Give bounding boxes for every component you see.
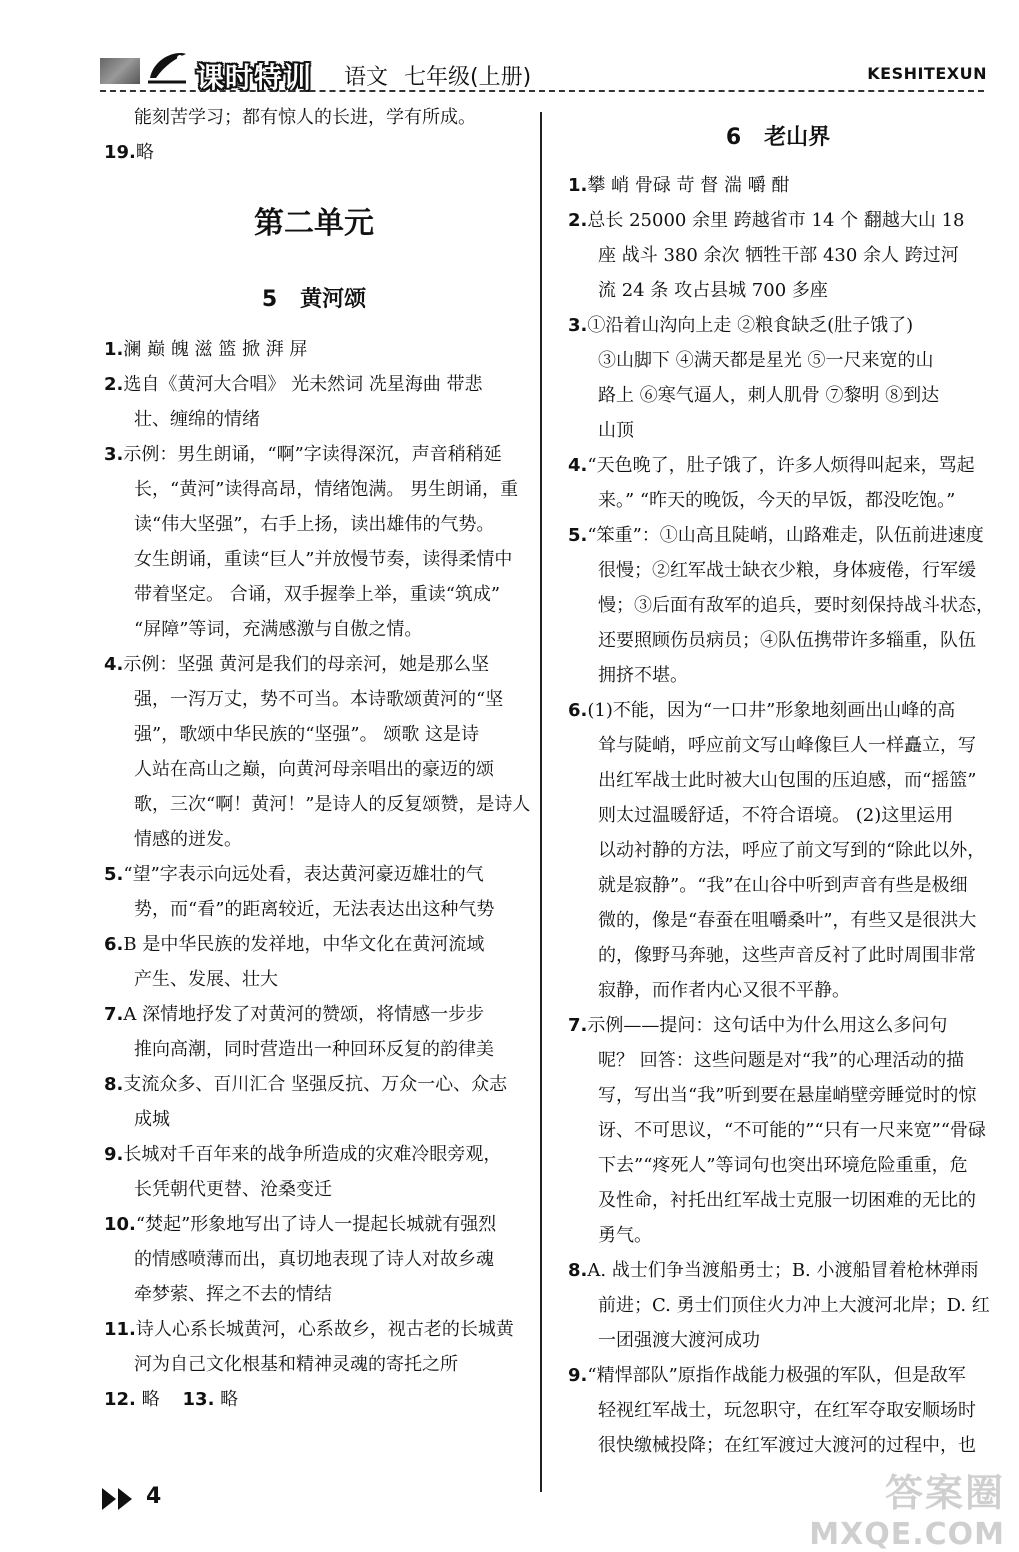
answer-item-continuation bbox=[568, 378, 988, 413]
item-number: 11. bbox=[104, 1319, 136, 1340]
item-number: 2. bbox=[568, 210, 588, 231]
item-text: 女生朗诵，重读“巨人”并放慢节奏，读得柔情中 bbox=[134, 549, 513, 570]
item-text: “天色晚了，肚子饿了，许多人烦得叫起来，骂起 bbox=[587, 455, 975, 476]
double-arrow-icon bbox=[100, 1484, 140, 1514]
item-text: A. 战士们争当渡船勇士；B. 小渡船冒着枪林弹雨 bbox=[587, 1260, 979, 1281]
item-text: 略 bbox=[220, 1389, 239, 1410]
answer-item-continuation bbox=[568, 553, 988, 588]
item-text: 慢；③后面有敌军的追兵，要时刻保持战斗状态， bbox=[598, 595, 994, 616]
item-number: 8. bbox=[568, 1260, 588, 1281]
answer-item bbox=[568, 518, 988, 553]
lesson-title: 黄河颂 bbox=[300, 287, 367, 312]
item-text: “屏障”等词，充满感激与自傲之情。 bbox=[134, 619, 423, 640]
answer-item-continuation bbox=[568, 413, 988, 448]
lesson-heading bbox=[568, 118, 988, 158]
item-text: 长城对千百年来的战争所造成的灾难冷眼旁观， bbox=[123, 1144, 502, 1165]
item-number: 12. bbox=[104, 1389, 136, 1410]
answer-item bbox=[104, 927, 524, 962]
answer-item bbox=[104, 1382, 524, 1417]
item-text: 牵梦萦、挥之不去的情结 bbox=[134, 1284, 332, 1305]
item-text: ③山脚下 ④满天都是星光 ⑤一尺来宽的山 bbox=[598, 350, 934, 371]
answer-item bbox=[104, 1137, 524, 1172]
item-text: (1)不能，因为“一口井”形象地刻画出山峰的高 bbox=[587, 700, 956, 721]
item-text: 寂静，而作者内心又很不平静。 bbox=[598, 980, 850, 1001]
answer-item bbox=[568, 203, 988, 238]
item-text: 略 bbox=[135, 142, 154, 163]
item-text: 就是寂静”。“我”在山谷中听到声音有些是极细 bbox=[598, 875, 968, 896]
answer-item bbox=[104, 857, 524, 892]
answer-item-continuation bbox=[568, 763, 988, 798]
item-text: 强，一泻万丈，势不可当。本诗歌颂黄河的“坚 bbox=[134, 689, 504, 710]
answer-item bbox=[104, 367, 524, 402]
answer-item-continuation bbox=[568, 1393, 988, 1428]
answer-item-continuation bbox=[104, 612, 524, 647]
answer-item-continuation bbox=[568, 1288, 988, 1323]
continued-text: 能刻苦学习；都有惊人的长进，学有所成。 bbox=[134, 107, 476, 128]
column-divider bbox=[540, 112, 542, 1492]
item-number: 1. bbox=[104, 339, 124, 360]
grade-label: 七年级(上册) bbox=[404, 65, 532, 90]
item-text: “笨重”：①山高且陡峭，山路难走，队伍前进速度 bbox=[587, 525, 984, 546]
item-text: 拥挤不堪。 bbox=[598, 665, 688, 686]
answer-item-continuation bbox=[568, 1043, 988, 1078]
item-text: 微的，像是“春蚕在咀嚼桑叶”，有些又是很洪大 bbox=[598, 910, 977, 931]
answer-item-continuation bbox=[568, 903, 988, 938]
item-text: 还要照顾伤员病员；④队伍携带许多辎重，队伍 bbox=[598, 630, 976, 651]
item-text: 势，而“看”的距离较近，无法表达出这种气势 bbox=[134, 899, 495, 920]
unit-title: 第二单元 bbox=[254, 206, 374, 241]
item-text: 示例：男生朗诵，“啊”字读得深沉，声音稍稍延 bbox=[123, 444, 502, 465]
item-text: 总长 25000 余里 跨越省市 14 个 翻越大山 18 bbox=[587, 210, 965, 231]
answer-item-continuation bbox=[568, 1323, 988, 1358]
right-column bbox=[568, 100, 994, 1463]
pen-logo-icon bbox=[146, 48, 190, 86]
answer-item-continuation bbox=[568, 658, 988, 693]
page-number: 4 bbox=[146, 1484, 162, 1509]
answer-item bbox=[568, 448, 988, 483]
item-text: 河为自己文化根基和精神灵魂的寄托之所 bbox=[134, 1354, 458, 1375]
answer-item-continuation bbox=[104, 542, 524, 577]
header-divider bbox=[100, 90, 984, 92]
answer-item-continuation bbox=[104, 682, 524, 717]
subject-label: 语文 bbox=[344, 65, 389, 90]
item-number: 6. bbox=[568, 700, 588, 721]
item-text: 座 战斗 380 余次 牺牲干部 430 余人 跨过河 bbox=[598, 245, 959, 266]
item-text: 示例：坚强 黄河是我们的母亲河，她是那么坚 bbox=[123, 654, 490, 675]
item-number: 6. bbox=[104, 934, 124, 955]
answer-item-continuation bbox=[568, 623, 988, 658]
lesson-heading bbox=[104, 280, 524, 320]
item-number: 13. bbox=[182, 1389, 215, 1410]
answer-item bbox=[568, 693, 988, 728]
item-text: “焚起”形象地写出了诗人一提起长城就有强烈 bbox=[135, 1214, 497, 1235]
item-number: 19. bbox=[104, 142, 136, 163]
item-text: 来。” “昨天的晚饭，今天的早饭，都没吃饱。” bbox=[598, 490, 956, 511]
answer-item-continuation bbox=[104, 1277, 524, 1312]
answer-item-continuation bbox=[104, 822, 524, 857]
answer-item-continuation bbox=[568, 483, 988, 518]
answer-item-continuation bbox=[104, 1032, 524, 1067]
item-text: 出红军战士此时被大山包围的压迫感，而“摇篮” bbox=[598, 770, 977, 791]
lesson-number: 6 bbox=[725, 125, 742, 150]
answer-item-continuation bbox=[568, 588, 994, 623]
answer-item-continuation bbox=[568, 343, 988, 378]
answer-item-continuation bbox=[104, 752, 524, 787]
answer-item-continuation bbox=[104, 1172, 524, 1207]
item-text: 的情感喷薄而出，真切地表现了诗人对故乡魂 bbox=[134, 1249, 494, 1270]
item-text: 示例——提问：这句话中为什么用这么多问句 bbox=[587, 1015, 948, 1036]
answer-item-continuation bbox=[568, 798, 988, 833]
answer-item bbox=[568, 1358, 988, 1393]
answer-item-continuation bbox=[568, 728, 988, 763]
answer-item-continuation bbox=[568, 868, 988, 903]
item-text: 则太过温暖舒适，不符合语境。 (2)这里运用 bbox=[598, 805, 954, 826]
watermark-url: MXQE.COM bbox=[809, 1517, 1005, 1552]
item-text: 路上 ⑥寒气逼人，刺人肌骨 ⑦黎明 ⑧到达 bbox=[598, 385, 940, 406]
answer-item-continuation bbox=[568, 1218, 988, 1253]
item-text: 支流众多、百川汇合 坚强反抗、万众一心、众志 bbox=[123, 1074, 508, 1095]
item-text: 山顶 bbox=[598, 420, 634, 441]
answer-item bbox=[104, 1312, 524, 1347]
answer-item-continuation bbox=[104, 962, 524, 997]
item-text: 情感的迸发。 bbox=[134, 829, 242, 850]
watermark-text: 答案圈 bbox=[884, 1471, 1005, 1515]
item-text: 很快缴械投降；在红军渡过大渡河的过程中，也 bbox=[598, 1435, 976, 1456]
answer-item-continuation bbox=[104, 1242, 524, 1277]
answer-item bbox=[568, 1008, 988, 1043]
item-number: 4. bbox=[568, 455, 588, 476]
answer-list bbox=[104, 332, 531, 1382]
answer-item-continuation bbox=[568, 273, 988, 308]
item-text: 耸与陡峭，呼应前文写山峰像巨人一样矗立，写 bbox=[598, 735, 976, 756]
answer-item-continuation bbox=[568, 1148, 988, 1183]
item-text: 澜 巅 魄 滋 篮 掀 湃 屏 bbox=[123, 339, 308, 360]
answer-item bbox=[104, 997, 524, 1032]
item-text: 人站在高山之巅，向黄河母亲唱出的豪迈的颂 bbox=[134, 759, 494, 780]
item-text: 产生、发展、壮大 bbox=[134, 969, 278, 990]
item-text: 强”，歌颂中华民族的“坚强”。 颂歌 这是诗 bbox=[134, 724, 480, 745]
answer-item-continuation bbox=[568, 833, 988, 868]
item-number: 9. bbox=[104, 1144, 124, 1165]
item-number: 4. bbox=[104, 654, 124, 675]
answer-item-continuation bbox=[104, 577, 524, 612]
answer-item bbox=[568, 308, 988, 343]
answer-item-continuation bbox=[104, 787, 531, 822]
item-text: 勇气。 bbox=[598, 1225, 652, 1246]
item-text: 歌，三次“啊！黄河！”是诗人的反复颂赞，是诗人 bbox=[134, 794, 531, 815]
item-text: 攀 峭 骨碌 苛 督 湍 嚼 酣 bbox=[587, 175, 790, 196]
left-column bbox=[104, 100, 531, 1417]
answer-item bbox=[104, 135, 524, 170]
item-text: 轻视红军战士，玩忽职守，在红军夺取安顺场时 bbox=[598, 1400, 976, 1421]
answer-item-continuation bbox=[568, 1183, 988, 1218]
answer-item-continuation bbox=[568, 1078, 988, 1113]
page-header bbox=[0, 0, 1019, 100]
lesson-title: 老山界 bbox=[764, 125, 831, 150]
item-text: B 是中华民族的发祥地，中华文化在黄河流域 bbox=[123, 934, 485, 955]
item-text: 推向高潮，同时营造出一种回环反复的韵律美 bbox=[134, 1039, 494, 1060]
logo-image bbox=[100, 58, 140, 84]
item-text: 的，像野马奔驰，这些声音反衬了此时周围非常 bbox=[598, 945, 976, 966]
item-text: 一团强渡大渡河成功 bbox=[598, 1330, 760, 1351]
item-text: 及性命，衬托出红军战士克服一切困难的无比的 bbox=[598, 1190, 976, 1211]
item-number: 8. bbox=[104, 1074, 124, 1095]
brand-title: 课时特训 bbox=[196, 61, 313, 94]
lesson-number: 5 bbox=[261, 287, 278, 312]
item-text: 诗人心系长城黄河，心系故乡，视古老的长城黄 bbox=[135, 1319, 514, 1340]
answer-item-continuation bbox=[104, 717, 524, 752]
item-number: 7. bbox=[568, 1015, 588, 1036]
answer-item-continuation bbox=[104, 892, 524, 927]
item-text: A 深情地抒发了对黄河的赞颂，将情感一步步 bbox=[123, 1004, 485, 1025]
item-text: 流 24 条 攻占县城 700 多座 bbox=[598, 280, 828, 301]
series-code: KESHITEXUN bbox=[867, 64, 987, 83]
answer-item-continuation bbox=[104, 507, 524, 542]
answer-item-continuation bbox=[104, 472, 524, 507]
answer-item-continuation bbox=[104, 1102, 524, 1137]
item-number: 5. bbox=[104, 864, 124, 885]
answer-item bbox=[104, 647, 524, 682]
answer-item bbox=[568, 1253, 988, 1288]
answer-item-continuation bbox=[568, 973, 988, 1008]
item-text: 写，写出当“我”听到要在悬崖峭壁旁睡觉时的惊 bbox=[598, 1085, 977, 1106]
item-number: 5. bbox=[568, 525, 588, 546]
item-number: 3. bbox=[568, 315, 588, 336]
answer-item bbox=[104, 332, 524, 367]
answer-item bbox=[104, 437, 524, 472]
item-text: “精悍部队”原指作战能力极强的军队，但是敌军 bbox=[587, 1365, 966, 1386]
item-text: 成城 bbox=[134, 1109, 170, 1130]
item-text: 前进；C. 勇士们顶住火力冲上大渡河北岸；D. 红 bbox=[598, 1295, 990, 1316]
item-text: ①沿着山沟向上走 ②粮食缺乏(肚子饿了) bbox=[587, 315, 914, 336]
item-text: 壮、缠绵的情绪 bbox=[134, 409, 260, 430]
item-number: 1. bbox=[568, 175, 588, 196]
answer-item-continuation bbox=[568, 1428, 988, 1463]
item-text: 长，“黄河”读得高昂，情绪饱满。 男生朗诵，重 bbox=[134, 479, 519, 500]
item-number: 3. bbox=[104, 444, 124, 465]
item-number: 9. bbox=[568, 1365, 588, 1386]
answer-item bbox=[104, 1067, 524, 1102]
answer-item-continuation bbox=[104, 402, 524, 437]
watermark bbox=[809, 1462, 1005, 1552]
item-text: 略 bbox=[141, 1389, 160, 1410]
answer-item bbox=[104, 1207, 524, 1242]
item-number: 7. bbox=[104, 1004, 124, 1025]
item-text: 长凭朝代更替、沧桑变迁 bbox=[134, 1179, 332, 1200]
item-text: 选自《黄河大合唱》 光未然词 冼星海曲 带悲 bbox=[123, 374, 483, 395]
answer-item-continuation bbox=[568, 938, 988, 973]
item-text: 讶、不可思议，“不可能的”“只有一尺来宽”“骨碌 bbox=[598, 1120, 987, 1141]
item-text: 很慢；②红军战士缺衣少粮，身体疲倦，行军缓 bbox=[598, 560, 976, 581]
item-number: 10. bbox=[104, 1214, 136, 1235]
item-number: 2. bbox=[104, 374, 124, 395]
answer-item-continuation bbox=[568, 1113, 988, 1148]
item-text: “望”字表示向远处看，表达黄河豪迈雄壮的气 bbox=[123, 864, 484, 885]
item-text: 读“伟大坚强”，右手上扬，读出雄伟的气势。 bbox=[134, 514, 495, 535]
answer-item bbox=[568, 168, 988, 203]
item-text: 下去”“疼死人”等词句也突出环境危险重重，危 bbox=[598, 1155, 968, 1176]
item-text: 以动衬静的方法，呼应了前文写到的“除此以外， bbox=[598, 840, 986, 861]
answer-item-continuation bbox=[104, 1347, 524, 1382]
answer-list bbox=[568, 168, 994, 1463]
answer-item-continuation bbox=[568, 238, 988, 273]
item-text: 带着坚定。 合诵，双手握拳上举，重读“筑成” bbox=[134, 584, 501, 605]
item-text: 呢？ 回答：这些问题是对“我”的心理活动的描 bbox=[598, 1050, 965, 1071]
